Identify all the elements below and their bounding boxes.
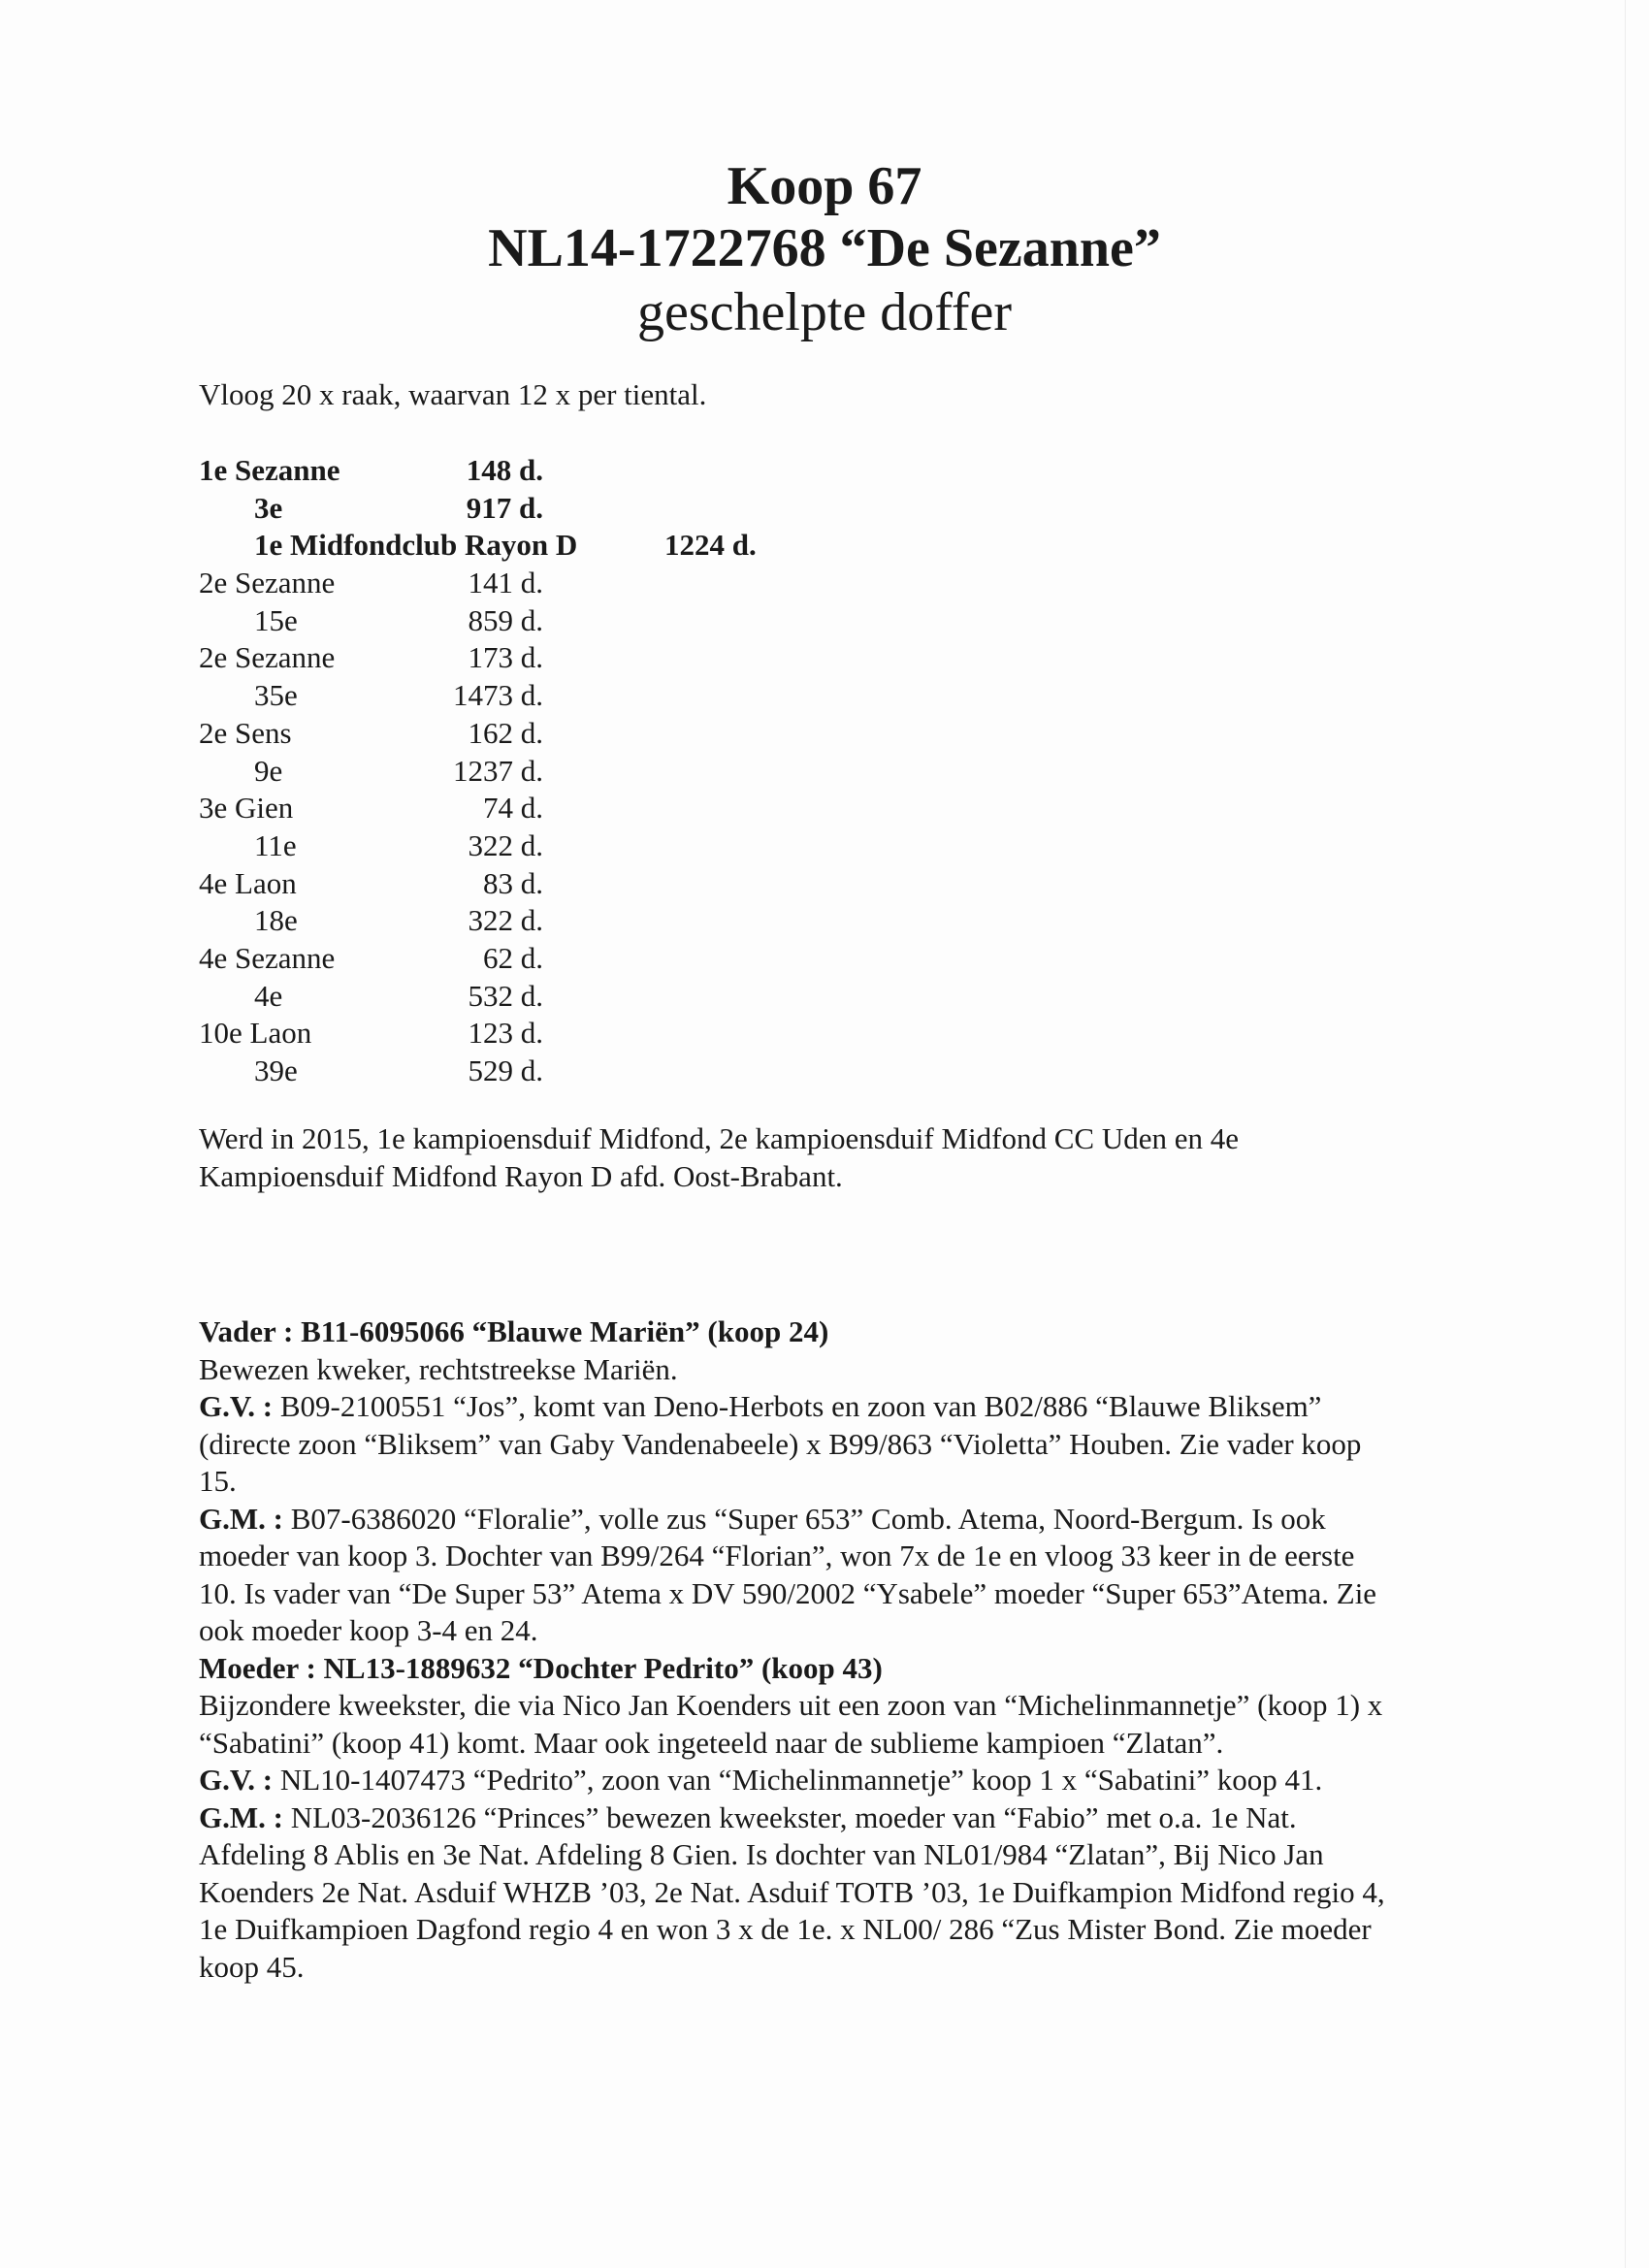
- pedigree-text: Vader : B11-6095066 “Blauwe Mariën” (koop 24): [199, 1314, 829, 1348]
- pedigree-line: [199, 1874, 1385, 1912]
- parent-heading: [199, 1650, 1385, 1688]
- achievements-line: Kampioensduif Midfond Rayon D afd. Oost-Brabant.: [199, 1159, 843, 1193]
- result-row: [199, 1015, 1072, 1053]
- result-distance: 529 d.: [468, 1053, 543, 1087]
- result-distance: 532 d.: [468, 978, 543, 1013]
- pedigree-text: Moeder : NL13-1889632 “Dochter Pedrito” (koop 43): [199, 1650, 883, 1685]
- pedigree-text: Bewezen kweker, rechtstreekse Mariën.: [199, 1351, 678, 1386]
- result-place: 3e: [254, 490, 283, 525]
- result-place: 39e: [254, 1053, 298, 1087]
- pedigree-text: NL03-2036126 “Princes” bewezen kweekster, moeder van “Fabio” met o.a. 1e Nat.: [282, 1799, 1297, 1834]
- result-place: 3e Gien: [199, 791, 294, 826]
- result-distance: 1237 d.: [453, 753, 543, 788]
- pedigree-text: 1e Duifkampioen Dagfond regio 4 en won 3 x de 1e. x NL00/ 286 “Zus Mister Bond. Zie moeder: [199, 1912, 1372, 1946]
- result-row: [199, 639, 1072, 677]
- result-distance: 859 d.: [468, 602, 543, 637]
- pedigree-line: [199, 1575, 1385, 1613]
- pedigree-text: (directe zoon “Bliksem” van Gaby Vandenabeele) x B99/863 “Violetta” Houben. Zie vader koop: [199, 1426, 1362, 1461]
- pedigree-section: [199, 1313, 1385, 1986]
- intro-text: Vloog 20 x raak, waarvan 12 x per tiental.: [199, 377, 707, 411]
- parent-heading: [199, 1313, 1385, 1351]
- pedigree-line: [199, 1687, 1385, 1725]
- pedigree-text: 15.: [199, 1464, 237, 1498]
- pedigree-line: [199, 1911, 1385, 1949]
- pedigree-text: koop 45.: [199, 1949, 305, 1984]
- pedigree-text: “Sabatini” (koop 41) komt. Maar ook ingeteeld naar de sublieme kampioen “Zlatan”.: [199, 1725, 1224, 1760]
- result-distance: 123 d.: [468, 1016, 543, 1051]
- result-row: [199, 940, 1072, 978]
- achievements-line: Werd in 2015, 1e kampioensduif Midfond, 2e kampioensduif Midfond CC Uden en 4e: [199, 1121, 1239, 1155]
- result-row: [199, 715, 1072, 753]
- pedigree-label: G.V. :: [199, 1763, 274, 1797]
- result-distance: 322 d.: [468, 827, 543, 862]
- pedigree-label: G.V. :: [199, 1389, 274, 1423]
- pedigree-label: G.M. :: [199, 1799, 283, 1834]
- pedigree-line: [199, 1799, 1385, 1837]
- result-place: 11e: [254, 827, 297, 862]
- pedigree-line: [199, 1388, 1385, 1426]
- result-distance: 173 d.: [468, 640, 543, 675]
- result-distance: 83 d.: [483, 865, 543, 900]
- result-distance: 148 d.: [466, 453, 543, 487]
- result-place: 35e: [254, 678, 298, 713]
- pedigree-line: [199, 1612, 1385, 1650]
- result-row: [199, 1053, 1072, 1090]
- result-row: [199, 452, 1072, 490]
- pedigree-label: G.M. :: [199, 1501, 283, 1536]
- result-distance: 1224 d.: [664, 528, 757, 563]
- pedigree-text: B07-6386020 “Floralie”, volle zus “Super 653” Comb. Atema, Noord-Bergum. Is ook: [282, 1501, 1326, 1536]
- result-row: [199, 978, 1072, 1016]
- result-row: [199, 790, 1072, 827]
- result-place: 4e: [254, 978, 283, 1013]
- pedigree-text: Koenders 2e Nat. Asduif WHZB ’03, 2e Nat. Asduif TOTB ’03, 1e Duifkampion Midfond regio 4,: [199, 1874, 1385, 1909]
- pedigree-line: [199, 1501, 1385, 1539]
- pedigree-line: [199, 1538, 1385, 1575]
- achievements-paragraph: [199, 1119, 1239, 1195]
- result-place: 9e: [254, 753, 283, 788]
- result-row: [199, 490, 1072, 528]
- pedigree-text: NL10-1407473 “Pedrito”, zoon van “Michelinmannetje” koop 1 x “Sabatini” koop 41.: [273, 1763, 1323, 1797]
- pedigree-text: B09-2100551 “Jos”, komt van Deno-Herbots en zoon van B02/886 “Blauwe Bliksem”: [273, 1389, 1322, 1423]
- result-distance: 141 d.: [468, 566, 543, 600]
- result-distance: 1473 d.: [453, 678, 543, 713]
- result-distance: 917 d.: [466, 490, 543, 525]
- ring-number-title: NL14-1722768 “De Sezanne”: [488, 218, 1161, 278]
- lot-title: Koop 67: [727, 156, 922, 216]
- result-row: [199, 753, 1072, 791]
- result-row: [199, 827, 1072, 865]
- result-distance: 62 d.: [483, 940, 543, 975]
- pedigree-line: [199, 1463, 1385, 1501]
- result-place: 2e Sezanne: [199, 640, 336, 675]
- result-row: [199, 565, 1072, 602]
- result-row: [199, 527, 1072, 565]
- pedigree-text: Afdeling 8 Ablis en 3e Nat. Afdeling 8 Gien. Is dochter van NL01/984 “Zlatan”, Bij Nico Jan: [199, 1837, 1324, 1871]
- pedigree-text: moeder van koop 3. Dochter van B99/264 “Florian”, won 7x de 1e en vloog 33 keer in de eerste: [199, 1539, 1355, 1572]
- result-place: 2e Sens: [199, 715, 292, 750]
- result-row: [199, 865, 1072, 903]
- result-place: 4e Laon: [199, 865, 297, 900]
- result-distance: 322 d.: [468, 903, 543, 938]
- result-row: [199, 902, 1072, 940]
- pedigree-line: [199, 1949, 1385, 1987]
- pedigree-text: Bijzondere kweekster, die via Nico Jan Koenders uit een zoon van “Michelinmannetje” (koop 1) x: [199, 1688, 1383, 1722]
- result-place: 2e Sezanne: [199, 566, 336, 600]
- pedigree-text: ook moeder koop 3-4 en 24.: [199, 1613, 538, 1647]
- pedigree-line: [199, 1426, 1385, 1464]
- results-list: [199, 452, 1072, 1090]
- result-row: [199, 602, 1072, 640]
- result-place: 18e: [254, 903, 298, 938]
- result-row: [199, 677, 1072, 715]
- pedigree-line: [199, 1836, 1385, 1874]
- result-place: 4e Sezanne: [199, 940, 336, 975]
- pedigree-line: [199, 1351, 1385, 1389]
- result-place: 1e Sezanne: [199, 453, 340, 487]
- pedigree-line: [199, 1762, 1385, 1799]
- result-distance: 162 d.: [468, 715, 543, 750]
- pedigree-line: [199, 1725, 1385, 1763]
- pedigree-text: 10. Is vader van “De Super 53” Atema x DV 590/2002 “Ysabele” moeder “Super 653”Atema. Zie: [199, 1575, 1377, 1610]
- result-place: 10e Laon: [199, 1016, 312, 1051]
- result-place: 15e: [254, 602, 298, 637]
- result-place: 1e Midfondclub Rayon D: [254, 528, 578, 563]
- subtitle: geschelpte doffer: [636, 282, 1013, 342]
- result-distance: 74 d.: [483, 791, 543, 826]
